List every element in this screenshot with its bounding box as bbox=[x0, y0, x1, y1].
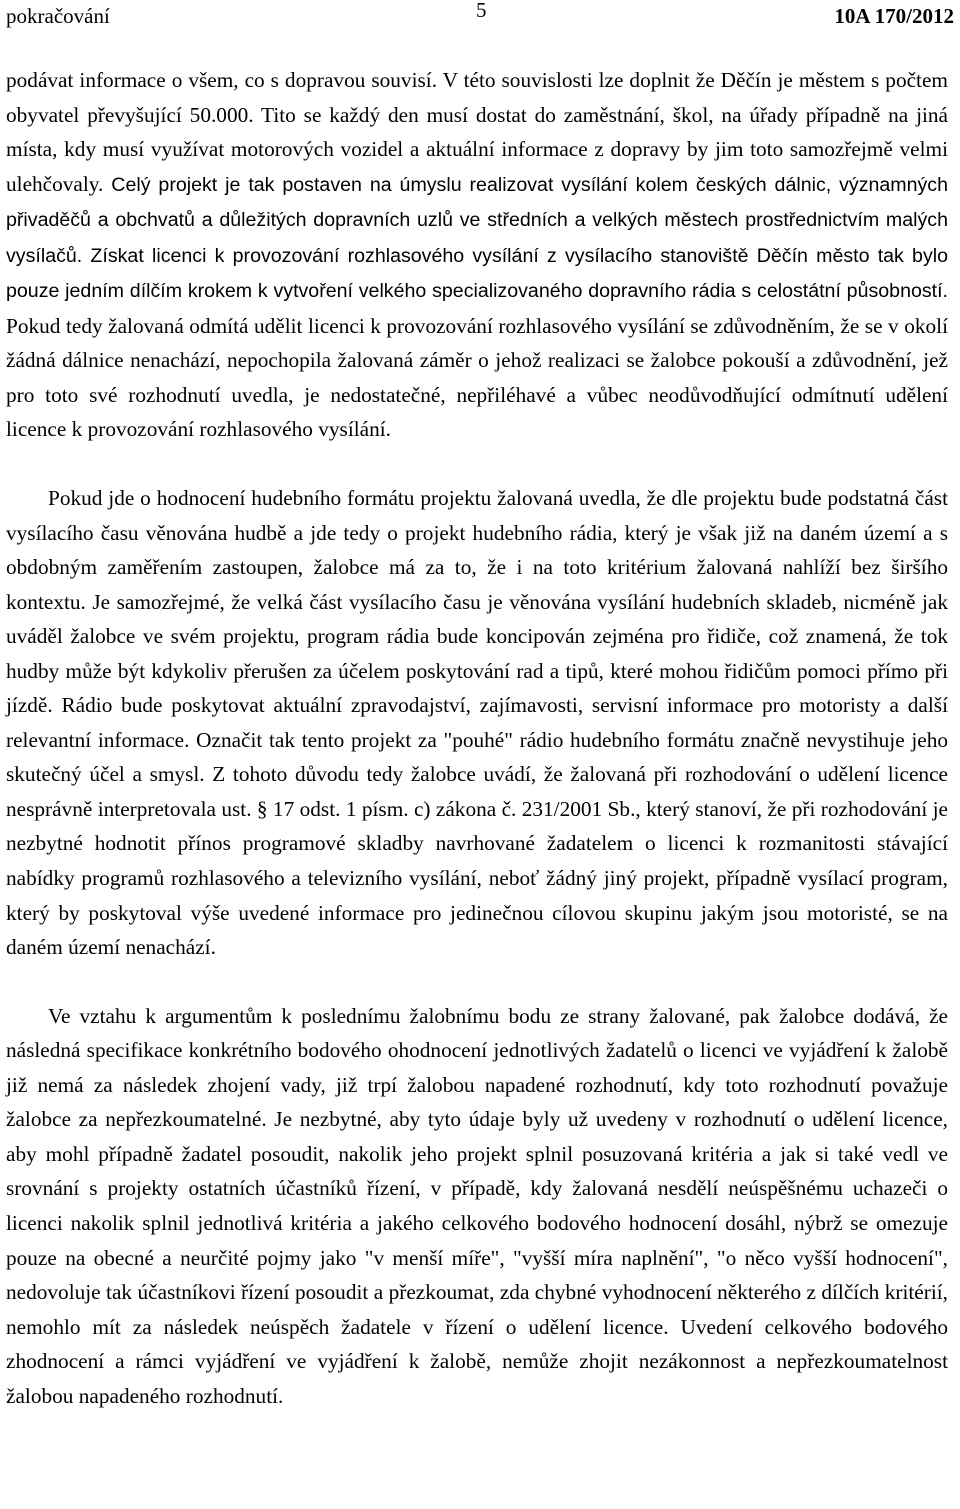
page-header bbox=[6, 0, 954, 30]
case-number: 10A 170/2012 bbox=[834, 4, 954, 28]
paragraph-1-text-c: Pokud tedy žalovaná odmítá udělit licenci k provozování rozhlasového vysílání se zdůvodněním, že se v okolí žádná dálnice nenachází, nepochopila žalovaná záměr o jehož realizaci se žalobce pokouší a zdůvodnění, jež pro toto své rozhodnutí uvedla, je nedostatečné, nepřiléhavé a vůbec neodůvodňující odmítnutí udělení licence k provozování rozhlasového vysílání. bbox=[6, 313, 948, 442]
paragraph-1 bbox=[6, 63, 948, 447]
header-continuation-label: pokračování bbox=[6, 4, 110, 28]
paragraph-2-text: Pokud jde o hodnocení hudebního formátu projektu žalovaná uvedla, že dle projektu bude podstatná část vysílacího času věnována hudbě a jde tedy o projekt hudebního rádia, který je však již na daném území a s obdobným zaměřením zastoupen, žalobce má za to, že i na toto kritérium žalovaná nahlíží bez širšího kontextu. Je samozřejmé, že velká část vysílacího času je věnována vysílání hudebních skladeb, nicméně jak uváděl žalobce ve svém projektu, program rádia bude koncipován zejména pro řidiče, což znamená, že tok hudby může být kdykoliv přerušen za účelem poskytování rad a tipů, které mohou řidičům pomoci přímo při jízdě. Rádio bude poskytovat aktuální zpravodajství, zajímavosti, servisní informace pro motoristy a další relevantní informace. Označit tak tento projekt za "pouhé" rádio hudebního formátu značně nevystihuje jeho skutečný účel a smysl. Z tohoto důvodu tedy žalobce uvádí, že žalovaná při rozhodování o udělení licence nesprávně interpretovala ust. § 17 odst. 1 písm. c) zákona č. 231/2001 Sb., který stanoví, že při rozhodování je nezbytné hodnotit přínos programové skladby navrhované žadatelem o licenci k rozmanitosti stávající nabídky programů rozhlasového a televizního vysílání, neboť žádný jiný projekt, případně vysílací program, který by poskytoval výše uvedené informace pro jedinečnou cílovou skupinu jakým jsou motoristé, se na daném území nenachází. bbox=[6, 486, 948, 960]
document-body bbox=[6, 63, 948, 1413]
paragraph-1-text-a: podávat informace o všem, co s dopravou souvisí. V této souvislosti lze doplnit že Děčín je městem s počtem obyvatel převyšující 50.000. Tito se každý den musí dostat do zaměstnání, škol, na úřady případně na jiná místa, kdy musí využívat motorových vozidel a aktuální informace z dopravy by jim toto samozřejmě velmi ulehčovaly. bbox=[6, 68, 948, 196]
paragraph-1-text-b: Celý projekt je tak postaven na úmyslu realizovat vysílání kolem českých dálnic, významných přivaděčů a obchvatů a důležitých dopravních uzlů ve středních a velkých městech prostřednictvím malých vysílačů. Získat licenci k provozování rozhlasového vysílání z vysílacího stanoviště Děčín město tak bylo pouze jedním dílčím krokem k vytvoření velkého specializovaného dopravního rádia s celostátní působností. bbox=[6, 173, 948, 303]
paragraph-3 bbox=[6, 999, 948, 1414]
paragraph-3-text: Ve vztahu k argumentům k poslednímu žalobnímu bodu ze strany žalované, pak žalobce dodává, že následná specifikace konkrétního bodového ohodnocení jednotlivých žadatelů o licenci ve vyjádření k žalobě již nemá za následek zhojení vady, již trpí žalobou napadené rozhodnutí, kdy toto rozhodnutí považuje žalobce za nepřezkoumatelné. Je nezbytné, aby tyto údaje byly už uvedeny v rozhodnutí o udělení licence, aby mohl případně žadatel posoudit, nakolik jeho projekt splnil posuzovaná kritéria a jak si také vedl ve srovnání s projekty ostatních účastníků řízení, v případě, kdy žalovaná nesdělí neúspěšnému uchazeči o licenci nakolik splnil jednotlivá kritéria a jakého celkového bodového hodnocení dosáhl, nýbrž se omezuje pouze na obecné a neurčité pojmy jako "v menší míře", "vyšší míra naplnění", "o něco vyšší hodnocení", nedovoluje tak účastníkovi řízení posoudit a přezkoumat, zda chybné vyhodnocení některého z dílčích kritérií, nemohlo mít za následek neúspěch žadatele v řízení o udělení licence. Uvedení celkového bodového zhodnocení a rámci vyjádření ve vyjádření k žalobě, nemůže zhojit nezákonnost a nepřezkoumatelnost žalobou napadeného rozhodnutí. bbox=[6, 1003, 948, 1408]
page-number: 5 bbox=[476, 0, 487, 22]
paragraph-2 bbox=[6, 481, 948, 965]
